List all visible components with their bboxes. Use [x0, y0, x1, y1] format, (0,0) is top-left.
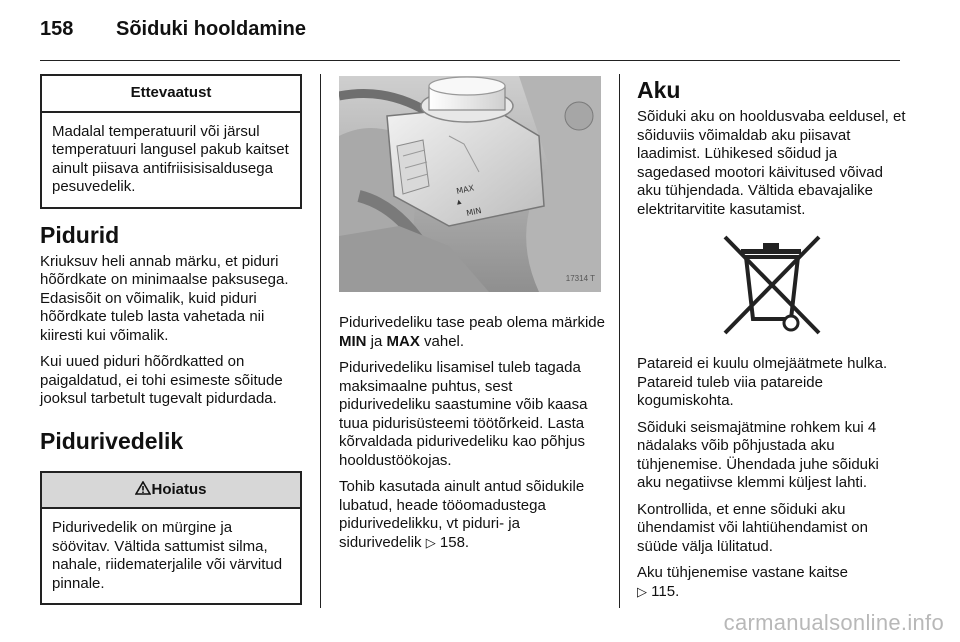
caution-text: Madalal temperatuuril või järsul temperatuuri langusel pakub kaitset ainult piisava antifriisisisaldusega pesuvedelik. — [52, 122, 289, 195]
battery-paragraph-2: Patareid ei kuulu olmejäätmete hulka. Patareid tuleb viia patareide kogumiskohta. — [637, 355, 888, 409]
crossed-out-wheelie-bin-icon — [719, 229, 825, 341]
battery-discharge-text: Aku tühjenemise vastane kaitse — [637, 564, 848, 581]
svg-text:▲: ▲ — [455, 198, 462, 206]
column-2 — [339, 76, 605, 560]
warning-box — [40, 471, 302, 606]
cleanliness-paragraph: Pidurivedeliku lisamisel tuleb tagada maksimaalne puhtus, sest pidurivedeliku saastumine võib kaasa tuua pidurisüsteemi töötõrkeid. Lasta kõrvaldada pidurivedeliku kao põhjus hooldustöökojas. — [339, 359, 588, 469]
page-ref-arrow-icon: ▷ — [637, 583, 647, 599]
level-paragraph — [339, 314, 605, 351]
brake-fluid-reservoir-figure — [339, 76, 601, 292]
battery-heading: Aku — [637, 77, 681, 103]
page-ref-115-link[interactable]: 115. — [651, 582, 680, 600]
warning-header — [42, 473, 300, 510]
brake-fluid-heading: Pidurivedelik — [40, 427, 184, 454]
page-number: 158 — [40, 18, 74, 40]
brakes-paragraph-2: Kui uued piduri hõõrdkatted on paigaldatud, ei tohi esimeste sõitude jooksul tarbetult tugevalt pidurdada. — [40, 353, 283, 407]
header-rule — [40, 60, 900, 61]
caution-box — [40, 74, 302, 209]
approved-fluid-paragraph — [339, 478, 605, 552]
warning-title: Hoiatus — [151, 480, 207, 498]
column-3 — [637, 76, 907, 609]
level-text-b: vahel. — [419, 332, 465, 350]
battery-paragraph-5 — [637, 564, 907, 601]
watermark: carmanualsonline.info — [723, 610, 944, 635]
level-text-a: Pidurivedeliku tase peab olema märkide — [339, 314, 605, 331]
column-divider-1 — [320, 74, 321, 608]
caution-title: Ettevaatust — [42, 76, 300, 113]
figure-code: 17314 T — [565, 273, 595, 283]
max-mark-text: MAX — [386, 332, 420, 350]
battery-paragraph-4: Kontrollida, et enne sõiduki aku ühendamist või lahtiühendamist on süüde välja lülitatud. — [637, 500, 868, 555]
column-divider-2 — [619, 74, 620, 608]
page-title: Sõiduki hooldamine — [116, 18, 307, 40]
brakes-heading: Pidurid — [40, 221, 120, 248]
column-1 — [40, 74, 302, 605]
warning-triangle-icon — [135, 481, 151, 495]
brakes-paragraph-1: Kriuksuv heli annab märku, et piduri hõõrdkate on minimaalse paksusega. Edasisõit on võimalik, kuid piduri hõõrdkate tuleb lasta vahetada nii kiiresti kui võimalik. — [40, 252, 289, 344]
level-text-and: ja — [366, 332, 387, 350]
page-ref-158-link[interactable]: 158. — [439, 533, 470, 551]
approved-fluid-text: Tohib kasutada ainult antud sõidukile lubatud, heade tööomadustega pidurivedelikku, vt piduri- ja sidurivedelik — [339, 478, 585, 551]
reservoir-max-mark: MAX — [455, 183, 475, 196]
brake-fluid-reservoir-illustration — [339, 76, 601, 292]
battery-paragraph-3: Sõiduki seismajätmine rohkem kui 4 nädalaks võib põhjustada aku tühjenemise. Ühendada juhe sõiduki aku negatiivse klemmi küljest lahti. — [637, 418, 879, 491]
warning-text: Pidurivedelik on mürgine ja söövitav. Vältida sattumist silma, nahale, riidematerjalile või värvitud pinnale. — [52, 519, 283, 592]
battery-paragraph-1: Sõiduki aku on hooldusvaba eeldusel, et sõiduviis võimaldab aku piisavat laadimist. Lühikesed sõidud ja sagedased mootori käivitused võivad aku tühjendada. Vältida ebavajalike elektritarvitite kasutamist. — [637, 108, 906, 218]
reservoir-min-mark: MIN — [465, 205, 483, 218]
page-ref-arrow-icon: ▷ — [425, 534, 436, 550]
page-header — [40, 18, 306, 41]
min-mark-text: MIN — [339, 332, 367, 350]
